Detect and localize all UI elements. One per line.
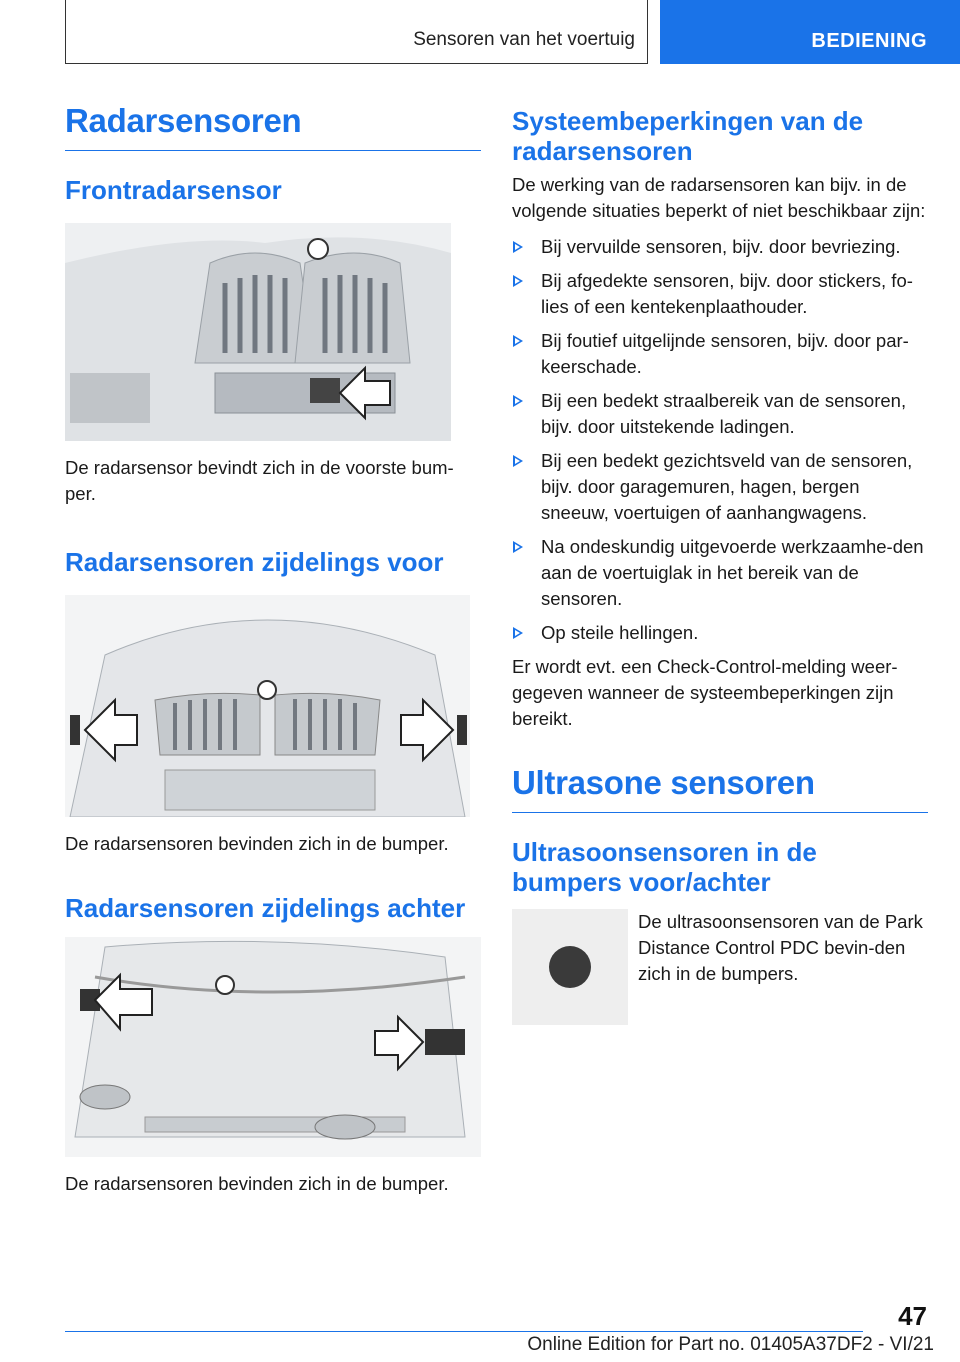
header-chapter-tab: BEDIENING: [660, 0, 960, 64]
side-rear-radar-heading: Radarsensoren zijdelings achter: [65, 893, 466, 923]
list-item-text: Bij vervuilde sensoren, bijv. door bevriezing.: [541, 236, 901, 257]
list-item: [512, 268, 928, 320]
list-item: [512, 328, 928, 380]
bullet-triangle-icon: [513, 275, 523, 287]
front-radar-caption: De radarsensor bevindt zich in de voorste bum-per.: [65, 457, 454, 504]
bullet-triangle-icon: [513, 335, 523, 347]
system-limits-list: [512, 234, 928, 646]
list-item-text: Bij een bedekt straalbereik van de sensoren, bijv. door uitstekende ladingen.: [541, 390, 907, 437]
list-item: [512, 534, 928, 612]
side-front-radar-caption: De radarsensoren bevinden zich in de bumper.: [65, 833, 449, 854]
header-box: [65, 0, 648, 64]
list-item: [512, 620, 928, 646]
ultrasonic-text: De ultrasoonsensoren van de Park Distance Control PDC bevin-den zich in de bumpers.: [638, 911, 923, 984]
front-radar-image: [65, 223, 451, 441]
footer-divider: [65, 1331, 863, 1332]
list-item: [512, 448, 928, 526]
system-limits-outro: Er wordt evt. een Check-Control-melding weer-gegeven wanneer de systeembeperkingen zijn bereikt.: [512, 656, 898, 729]
bullet-triangle-icon: [513, 455, 523, 467]
system-limits-intro: De werking van de radarsensoren kan bijv. in de volgende situaties beperkt of niet beschikbaar zijn:: [512, 174, 926, 221]
side-rear-radar-caption: De radarsensoren bevinden zich in de bumper.: [65, 1173, 449, 1194]
side-front-radar-heading: Radarsensoren zijdelings voor: [65, 547, 444, 577]
side-front-radar-image: [65, 595, 470, 817]
header-section-title: Sensoren van het voertuig: [413, 29, 635, 50]
page-number: 47: [898, 1301, 927, 1331]
sensor-dot-icon: [549, 946, 591, 988]
list-item: [512, 234, 928, 260]
ultrasonic-sensors-title: Ultrasone sensoren: [512, 762, 928, 813]
side-rear-radar-image: [65, 937, 481, 1157]
bullet-triangle-icon: [513, 395, 523, 407]
pdc-sensor-image: [512, 909, 628, 1025]
system-limits-heading: Systeembeperkingen van de radarsensoren: [512, 106, 864, 166]
bullet-triangle-icon: [513, 627, 523, 639]
list-item-text: Bij afgedekte sensoren, bijv. door stickers, fo-lies of een kentekenplaathouder.: [541, 270, 913, 317]
footer-edition: Online Edition for Part no. 01405A37DF2 - VI/21: [527, 1334, 934, 1355]
list-item-text: Bij een bedekt gezichtsveld van de sensoren, bijv. door garagemuren, hagen, bergen sneeuw, voertuigen of aanhangwagens.: [541, 450, 913, 523]
bullet-triangle-icon: [513, 241, 523, 253]
radar-sensors-title: Radarsensoren: [65, 100, 481, 151]
front-radar-heading: Frontradarsensor: [65, 175, 282, 205]
list-item: [512, 388, 928, 440]
right-column: [512, 100, 928, 1025]
bullet-triangle-icon: [513, 541, 523, 553]
ultrasonic-bumpers-heading: Ultrasoonsensoren in de bumpers voor/achter: [512, 837, 817, 897]
list-item-text: Op steile hellingen.: [541, 622, 699, 643]
pdc-info-row: [512, 909, 928, 1025]
left-column: [65, 100, 481, 1197]
list-item-text: Na ondeskundig uitgevoerde werkzaamhe-den aan de voertuiglak in het bereik van de sensoren.: [541, 536, 924, 609]
list-item-text: Bij foutief uitgelijnde sensoren, bijv. door par-keerschade.: [541, 330, 909, 377]
